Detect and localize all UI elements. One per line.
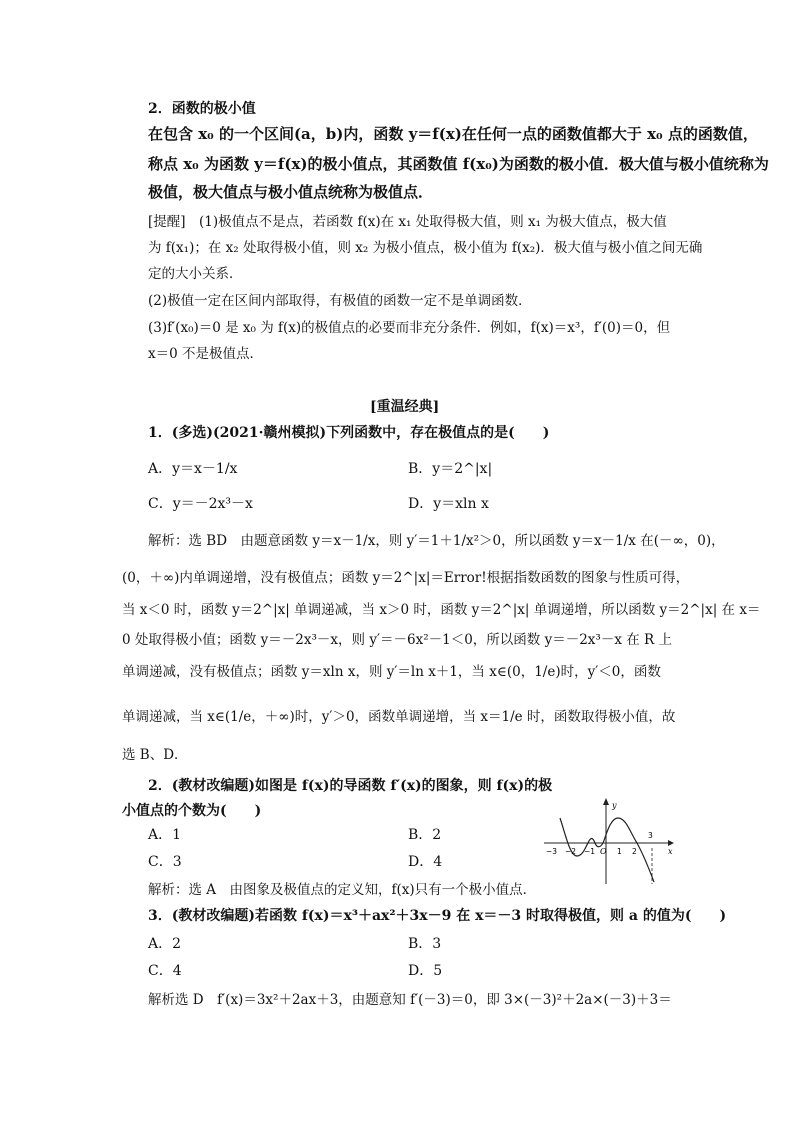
tip-line-1: [提醒] (1)极值点不是点，若函数 f(x)在 x₁ 处取得极大值，则 x₁ 为极大值点，极大值 <box>148 214 667 230</box>
q1-solution-line-4: 0 处取得极小值；函数 y＝－2x³－x，则 y′＝－6x²－1＜0，所以函数 y＝－2x³－x 在 R 上 <box>122 632 672 648</box>
tick-label-2: 2 <box>632 847 637 856</box>
q1-stem: 1．(多选)(2021·赣州模拟)下列函数中，存在极值点的是( ) <box>148 425 550 441</box>
q3-solution: 解析选 D f′(x)＝3x²＋2ax＋3，由题意知 f′(－3)＝0，即 3×(－3)²＋2a×(－3)＋3＝ <box>148 992 672 1008</box>
q1-solution-line-3: 当 x＜0 时，函数 y＝2^|x| 单调递减，当 x＞0 时，函数 y＝2^|x| 单调递增，所以函数 y＝2^|x| 在 x＝ <box>122 602 761 618</box>
q1-solution-line-2: (0，＋∞)内单调递增，没有极值点；函数 y＝2^|x|＝Error!根据指数函数的图象与性质可得， <box>122 570 690 586</box>
definition-line-2: 称点 x₀ 为函数 y＝f(x)的极小值点，其函数值 f(x₀)为函数的极小值．极大值与极小值统称为 <box>148 155 769 173</box>
tip-line-4: (2)极值一定在区间内部取得，有极值的函数一定不是单调函数． <box>148 293 532 309</box>
q2-stem-line-2: 小值点的个数为( ) <box>122 803 262 819</box>
definition-line-1: 在包含 x₀ 的一个区间(a，b)内，函数 y＝f(x)在任何一点的函数值都大于 x₀ 点的函数值， <box>148 125 758 143</box>
tick-label-neg1: −1 <box>584 847 596 856</box>
q2-option-d: D．4 <box>408 854 443 870</box>
q1-solution-line-7: 选 B、D． <box>122 747 188 763</box>
origin-label: O <box>600 847 607 856</box>
tick-label-neg2: −2 <box>565 847 577 856</box>
q1-solution-line-6: 单调递减，当 x∈(1/e，＋∞)时，y′＞0，函数单调递增，当 x＝1/e 时，函数取得极小值，故 <box>122 709 676 725</box>
q1-option-c: C．y＝－2x³－x <box>148 496 253 512</box>
q1-option-a: A．y＝x－1/x <box>148 461 238 477</box>
tip-line-3: 定的大小关系． <box>148 266 243 282</box>
q3-option-a: A．2 <box>148 936 182 952</box>
q1-solution-line-1: 解析：选 BD 由题意函数 y＝x－1/x，则 y′＝1＋1/x²＞0，所以函数 y＝x－1/x 在(－∞，0)， <box>148 533 725 549</box>
tip-line-5: (3)f′(x₀)＝0 是 x₀ 为 f(x)的极值点的必要而非充分条件．例如，f(x)＝x³，f′(0)＝0，但 <box>148 320 671 336</box>
tick-label-3: 3 <box>648 831 653 840</box>
section-heading: 2．函数的极小值 <box>148 101 256 117</box>
q2-option-c: C．3 <box>148 854 182 870</box>
x-axis-arrow-icon <box>668 840 674 846</box>
definition-line-3: 极值，极大值点与极小值点统称为极值点． <box>148 183 434 201</box>
q2-option-a: A．1 <box>148 827 182 843</box>
tip-line-6: x＝0 不是极值点． <box>148 346 263 362</box>
q1-option-b: B．y＝2^|x| <box>408 461 493 477</box>
review-title: [重温经典] <box>370 399 440 415</box>
y-axis-arrow-icon <box>603 798 609 805</box>
derivative-graph <box>540 796 675 886</box>
y-axis-label: y <box>612 801 617 810</box>
q3-option-d: D．5 <box>408 963 443 979</box>
q3-option-b: B．3 <box>408 936 442 952</box>
tip-line-2: 为 f(x₁)；在 x₂ 处取得极小值，则 x₂ 为极小值点，极小值为 f(x₂)．极大值与极小值之间无确 <box>148 240 703 256</box>
q1-option-d: D．y＝xln x <box>408 496 489 512</box>
q3-option-c: C．4 <box>148 963 182 979</box>
q2-option-b: B．2 <box>408 827 442 843</box>
tick-label-neg3: −3 <box>546 847 558 856</box>
x-axis-label: x <box>668 847 673 856</box>
tick-label-1: 1 <box>617 847 622 856</box>
q2-stem-line-1: 2．(教材改编题)如图是 f(x)的导函数 f′(x)的图象，则 f(x)的极 <box>148 778 553 794</box>
q3-stem: 3．(教材改编题)若函数 f(x)＝x³＋ax²＋3x－9 在 x＝－3 时取得极值，则 a 的值为( ) <box>148 908 727 924</box>
q1-solution-line-5: 单调递减，没有极值点；函数 y＝xln x，则 y′＝ln x＋1，当 x∈(0，1/e)时，y′＜0，函数 <box>122 664 661 680</box>
q2-solution: 解析：选 A 由图象及极值点的定义知，f(x)只有一个极小值点． <box>148 882 537 898</box>
